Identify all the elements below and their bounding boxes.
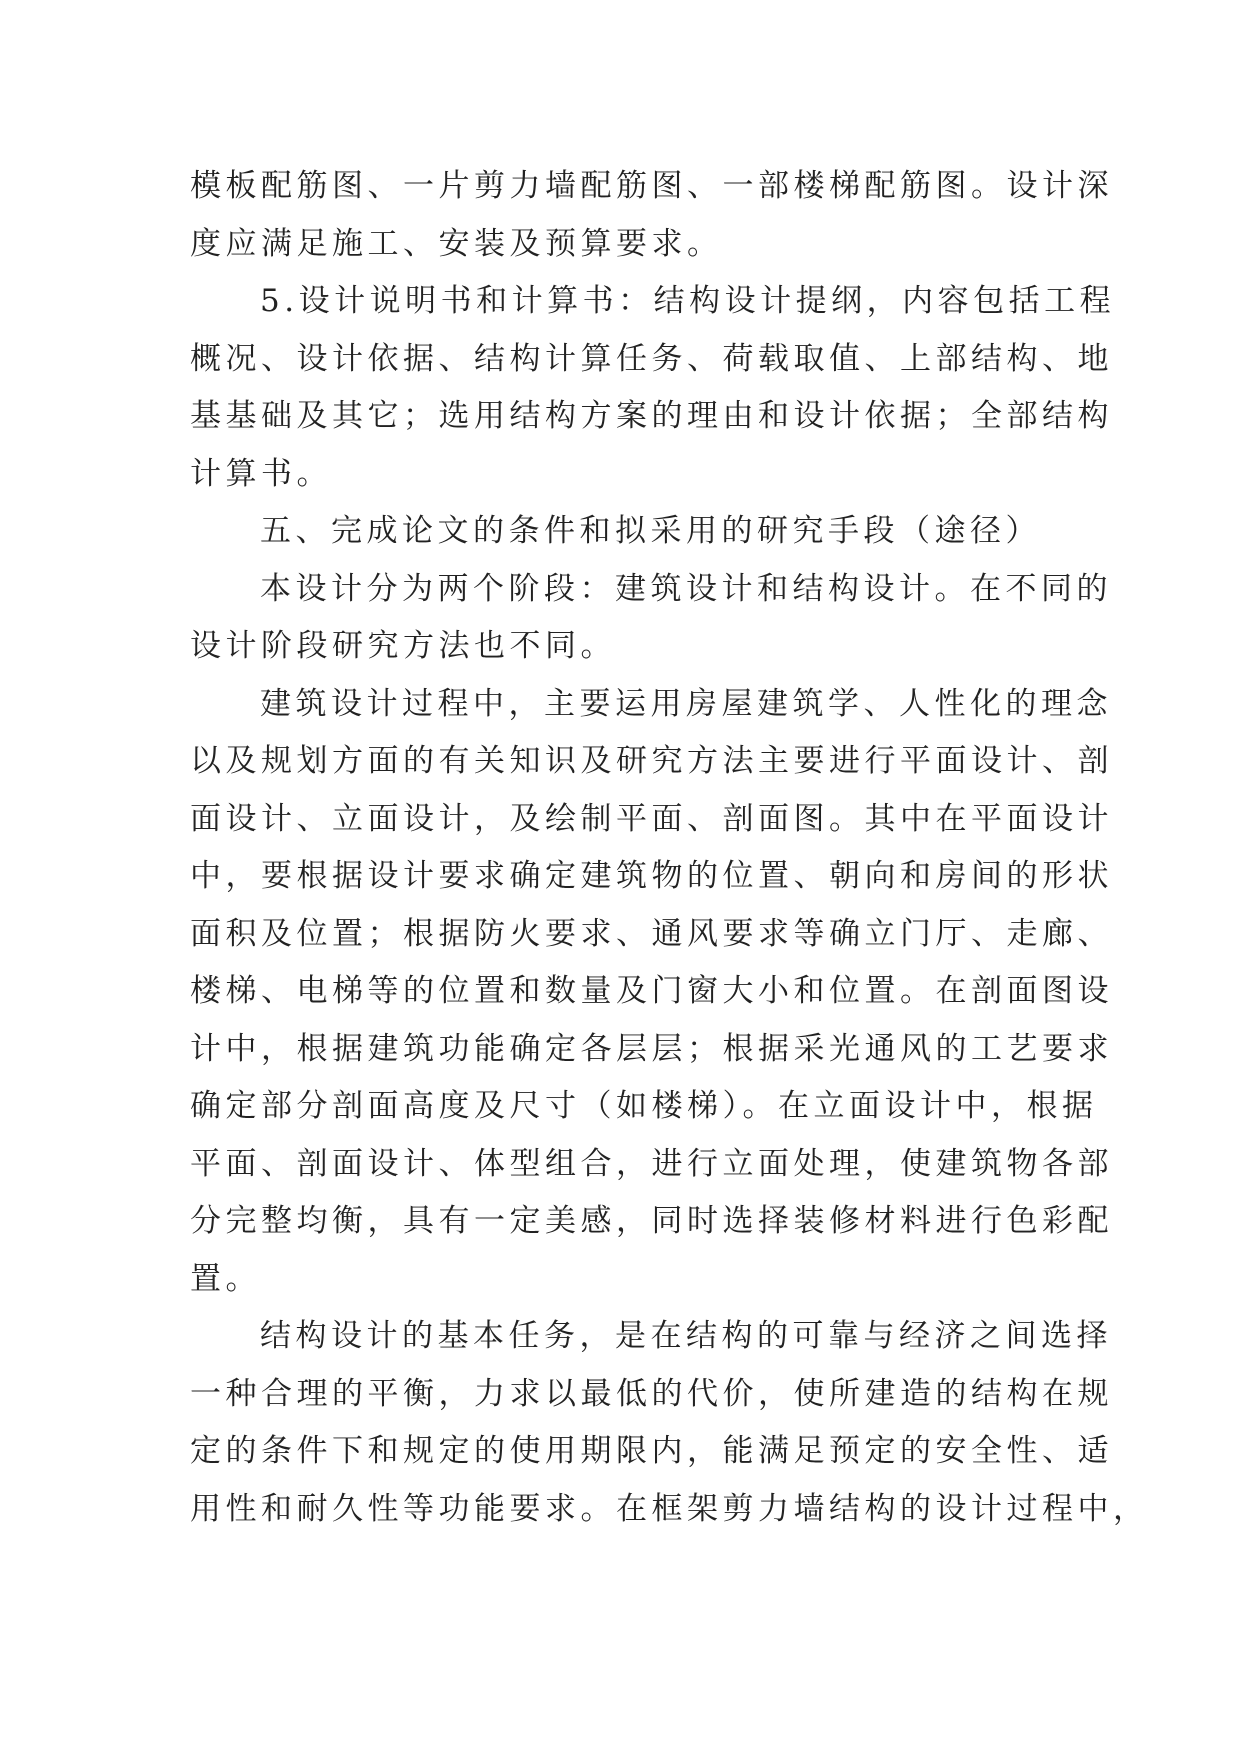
text-line: 置。 <box>190 1260 261 1297</box>
paragraph-architectural-design <box>190 676 1113 1309</box>
paragraph-item-5 <box>190 273 1116 503</box>
text-line: 分完整均衡，具有一定美感，同时选择装修材料进行色彩配 <box>190 1203 1113 1239</box>
text-line: 计算书。 <box>190 455 332 492</box>
text-line: 面积及位置；根据防火要求、通风要求等确立门厅、走廊、 <box>190 915 1113 952</box>
text-line: 确定部分剖面高度及尺寸（如楼梯）。在立面设计中，根据 <box>190 1088 1098 1124</box>
text-line: 基基础及其它；选用结构方案的理由和设计依据；全部结构 <box>190 398 1113 434</box>
text-line: 本设计分为两个阶段：建筑设计和结构设计。在不同的 <box>260 570 1112 607</box>
text-line: 结构设计的基本任务，是在结构的可靠与经济之间选择 <box>260 1318 1112 1354</box>
document-body <box>190 158 1149 1538</box>
text-line: 模板配筋图、一片剪力墙配筋图、一部楼梯配筋图。设计深 <box>190 168 1113 204</box>
text-line: 用性和耐久性等功能要求。在框架剪力墙结构的设计过程中， <box>190 1490 1149 1527</box>
text-line: 以及规划方面的有关知识及研究方法主要进行平面设计、剖 <box>190 743 1113 779</box>
text-line: 五、完成论文的条件和拟采用的研究手段（途径） <box>260 513 1041 549</box>
paragraph-drawings-tail <box>190 158 1113 273</box>
text-line: 建筑设计过程中，主要运用房屋建筑学、人性化的理念 <box>260 685 1112 722</box>
text-line: 楼梯、电梯等的位置和数量及门窗大小和位置。在剖面图设 <box>190 973 1113 1009</box>
paragraph-structural-design <box>190 1308 1149 1538</box>
text-line: 一种合理的平衡，力求以最低的代价，使所建造的结构在规 <box>190 1375 1113 1412</box>
text-line: 计中，根据建筑功能确定各层层；根据采光通风的工艺要求 <box>190 1030 1113 1067</box>
paragraph-section-5-heading <box>190 503 1052 561</box>
text-line: 度应满足施工、安装及预算要求。 <box>190 225 723 262</box>
paragraph-two-stages <box>190 561 1112 676</box>
text-line: 设计阶段研究方法也不同。 <box>190 628 616 664</box>
text-line: 概况、设计依据、结构计算任务、荷载取值、上部结构、地 <box>190 340 1113 377</box>
text-line: 平面、剖面设计、体型组合，进行立面处理，使建筑物各部 <box>190 1145 1113 1182</box>
text-line: 面设计、立面设计，及绘制平面、剖面图。其中在平面设计 <box>190 800 1113 837</box>
text-line: 5.设计说明书和计算书：结构设计提纲，内容包括工程 <box>260 283 1116 319</box>
text-line: 定的条件下和规定的使用期限内，能满足预定的安全性、适 <box>190 1433 1113 1469</box>
text-line: 中，要根据设计要求确定建筑物的位置、朝向和房间的形状 <box>190 858 1113 894</box>
